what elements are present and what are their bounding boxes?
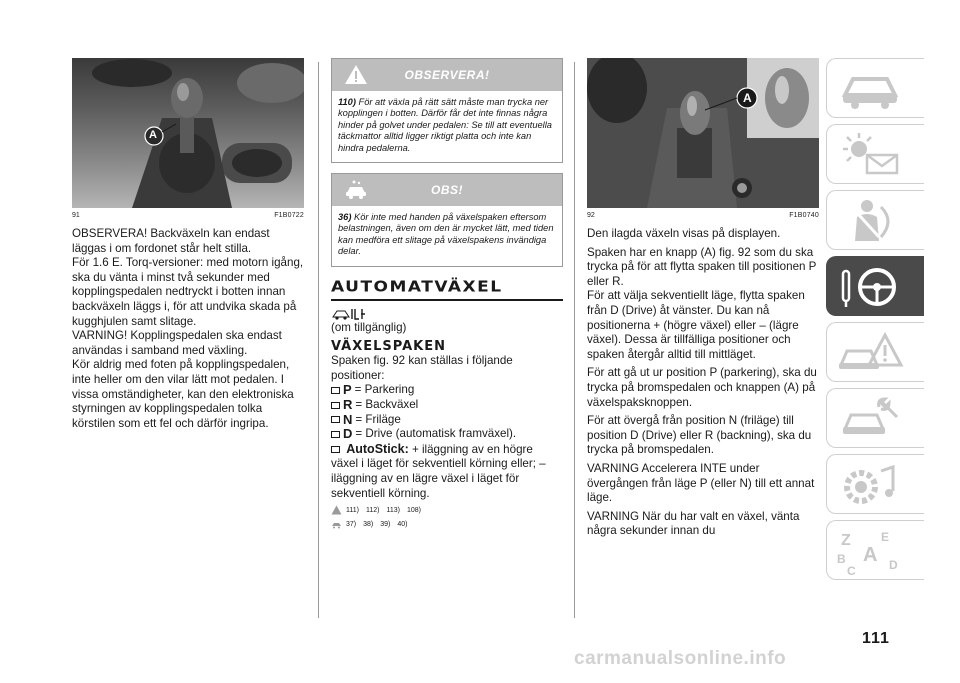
- figure-number: 92: [587, 212, 595, 219]
- ref-number: 112): [365, 506, 380, 514]
- gear-letter: N: [343, 411, 353, 427]
- bullet-box-icon: [331, 446, 340, 453]
- figure-92-caption: [587, 212, 819, 219]
- figure-91-callout: A: [149, 129, 157, 141]
- paragraph: OBSERVERA! Backväxeln kan endast läggas i om fordonet står helt stilla.: [72, 227, 270, 255]
- gear-music-icon: [837, 461, 907, 509]
- note-header: [332, 174, 562, 206]
- warning-title: OBSERVERA!: [404, 68, 490, 82]
- page-number: 111: [862, 630, 890, 647]
- paragraph: För att övergå från position N (friläge) till position D (Drive) eller R (backning), ska du trycka på bromspedalen.: [587, 414, 812, 457]
- gear-desc: = Friläge: [355, 412, 401, 426]
- index-letter: E: [881, 530, 890, 544]
- section-title-rule: [331, 299, 563, 301]
- list-item: [331, 383, 563, 398]
- ref-number: 108): [406, 506, 421, 514]
- index-letter: A: [863, 544, 878, 566]
- figure-92-photo: [587, 58, 819, 208]
- paragraph: VARNING! Kopplingspedalen ska endast användas i samband med växling.: [72, 329, 282, 357]
- tab-lights[interactable]: [826, 124, 924, 184]
- paragraph: VARNING Accelerera INTE under övergången från läge P (eller N) till ett annat läge.: [587, 461, 815, 505]
- seatbelt-person-icon: [837, 197, 907, 245]
- middle-column: [331, 58, 563, 529]
- ref-number: 40): [397, 520, 408, 528]
- ref-number: 39): [380, 520, 391, 528]
- warning-header: [332, 59, 562, 91]
- car-dashboard-icon: [837, 65, 907, 113]
- figure-91-photo: [72, 58, 304, 208]
- index-letter: Z: [841, 532, 851, 549]
- subsection-title: VÄXELSPAKEN: [331, 339, 447, 355]
- index-letter: C: [847, 564, 856, 575]
- paragraph: För att gå ut ur position P (parkering), ska du trycka på bromspedalen och knappen (A) på växelspaksknoppen.: [587, 366, 817, 409]
- left-body-text: [72, 227, 304, 431]
- warning-number: 110): [338, 97, 356, 107]
- figure-number: 91: [72, 212, 80, 219]
- note-references: [331, 519, 563, 529]
- paragraph: För att välja sekventiellt läge, flytta spaken från D (Drive) åt vänster. Du kan nå positionerna + (högre växel) eller – (lägre växel). Dessa är tillfälliga positioner och spaken återgår alltid till mittläget.: [587, 289, 805, 361]
- list-item: [331, 427, 563, 442]
- paragraph: Kör aldrig med foten på kopplingspedalen, inte heller om den vilar lätt mot pedalen. I vissa omständigheter, kan den elektroniska styrningen av kopplingspedalen tolka körstilen som ett fel och därför ingripa.: [72, 358, 294, 430]
- figure-code: F1B0740: [789, 212, 819, 219]
- autostick-paragraph: [331, 442, 563, 501]
- alphabet-index-icon: [837, 527, 907, 575]
- bullet-box-icon: [331, 387, 340, 394]
- intro-text: Spaken fig. 92 kan ställas i följande positioner:: [331, 354, 513, 382]
- note-text: Kör inte med handen på växelspaken eftersom belastningen, även om den är mycket lätt, med tiden kan medföra ett slitage på växelspakens invändiga delar.: [338, 212, 554, 257]
- tab-index[interactable]: [826, 520, 924, 580]
- warning-triangle-small-icon: [331, 505, 342, 515]
- tab-starting-driving[interactable]: [826, 256, 924, 316]
- list-item: [331, 413, 563, 428]
- tab-dashboard[interactable]: [826, 58, 924, 118]
- note-box: [331, 173, 563, 267]
- availability-row: [331, 307, 563, 321]
- manual-gearshift-illustration: [72, 58, 304, 208]
- autostick-text: + iläggning av en högre växel i läget för sekventiell körning eller; – iläggning av en lägre växel i läget för sekventiell körning.: [331, 442, 546, 500]
- watermark: carmanualsonline.info: [574, 648, 787, 669]
- automatic-gearshift-illustration: [587, 58, 819, 208]
- ref-number: 38): [363, 520, 374, 528]
- paragraph: Den ilagda växeln visas på displayen.: [587, 227, 781, 240]
- car-drops-icon: [344, 179, 368, 200]
- gear-positions-list: [331, 383, 563, 441]
- column-divider: [318, 62, 319, 618]
- index-letter: B: [837, 552, 846, 566]
- warning-references: [331, 505, 563, 515]
- gear-desc: = Backväxel: [355, 398, 419, 412]
- paragraph: För 1.6 E. Torq-versioner: med motorn igång, ska du vänta i minst två sekunder med kopplingspedalen nedtryckt i botten innan backväxeln läggs i, för att undvika skada på kugghjulen samt slitage.: [72, 256, 304, 328]
- figure-code: F1B0722: [274, 212, 304, 219]
- list-item: [331, 398, 563, 413]
- ref-number: 113): [386, 506, 400, 514]
- warning-triangle-icon: [344, 64, 368, 85]
- warning-text: För att växla på rätt sätt måste man trycka ner kopplingen i botten. Därför får det inte finnas några hinder på golvet under pedalen: Se till att eventuella täckmattor alltid ligger riktigt platta och inte kan hindra pedalerna.: [338, 97, 552, 153]
- gear-letter: R: [343, 397, 353, 413]
- version-equipment-icon: [331, 307, 367, 321]
- tab-safety[interactable]: [826, 190, 924, 250]
- gear-desc: = Drive (automatisk framväxel).: [355, 427, 517, 441]
- gear-letter: D: [343, 426, 353, 442]
- steering-wheel-key-icon: [837, 263, 907, 311]
- car-drops-small-icon: [331, 519, 342, 529]
- sun-envelope-icon: [837, 131, 907, 179]
- autostick-label: AutoStick:: [346, 441, 409, 456]
- bullet-box-icon: [331, 431, 340, 438]
- index-letter: D: [889, 558, 898, 572]
- right-column: [587, 58, 819, 539]
- warning-body: [332, 91, 562, 162]
- ref-number: 37): [346, 520, 357, 528]
- note-body: [332, 206, 562, 266]
- figure-92-callout: A: [743, 91, 752, 105]
- tab-emergency[interactable]: [826, 388, 924, 448]
- gear-letter: P: [343, 382, 352, 398]
- tab-multimedia[interactable]: [826, 454, 924, 514]
- warning-car-icon: [837, 329, 907, 377]
- column-divider: [574, 62, 575, 618]
- availability-text: (om tillgänglig): [331, 320, 407, 334]
- warning-box: [331, 58, 563, 163]
- bullet-box-icon: [331, 402, 340, 409]
- right-body-text: [587, 227, 819, 539]
- chapter-tabs: [826, 58, 924, 586]
- car-wrench-icon: [837, 395, 907, 443]
- paragraph: Spaken har en knapp (A) fig. 92 som du ska trycka på för att flytta spaken till positionen P eller R.: [587, 245, 817, 288]
- left-column: [72, 58, 304, 431]
- figure-91-caption: [72, 212, 304, 219]
- tab-warning-lights[interactable]: [826, 322, 924, 382]
- bullet-box-icon: [331, 416, 340, 423]
- note-number: 36): [338, 212, 352, 223]
- paragraph: VARNING När du har valt en växel, vänta några sekunder innan du: [587, 509, 800, 538]
- ref-number: 111): [346, 506, 359, 514]
- section-title: AUTOMATVÄXEL: [331, 277, 503, 296]
- note-title: OBS!: [431, 183, 463, 198]
- gear-desc: = Parkering: [354, 383, 415, 397]
